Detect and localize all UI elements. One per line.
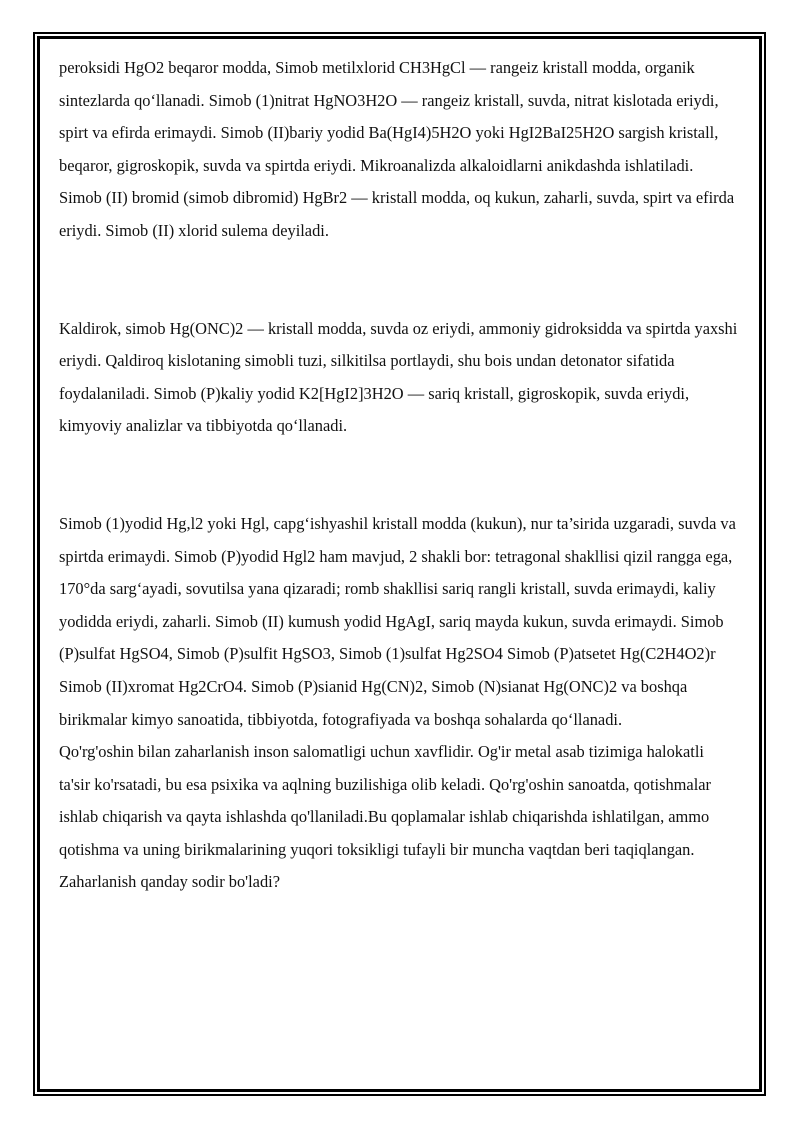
- paragraph-mercury-fulminate: Kaldirok, simob Hg(ONC)2 — kristall modda, suvda oz eriydi, ammoniy gidroksidda va spirtda yaxshi eriydi. Qaldiroq kislotaning simobli tuzi, silkitilsa portlaydi, shu bois undan detonator sifatida foydalaniladi. Simob (P)kaliy yodid K2[HgI2]3H2O — sariq kristall, gigroskopik, suvda eriydi, kimyoviy analizlar va tibbiyotda qo‘llanadi.: [59, 318, 738, 436]
- paragraph-question: Zaharlanish qanday sodir bo'ladi?: [59, 872, 280, 892]
- paragraph-lead-poisoning: Qo'rg'oshin bilan zaharlanish inson salomatligi uchun xavflidir. Og'ir metal asab tizimiga halokatli ta'sir ko'rsatadi, bu esa psixika va aqlning buzilishiga olib keladi. Qo'rg'oshin sanoatda, qotishmalar ishlab chiqarish va qayta ishlashda qo'llaniladi.Bu qoplamalar ishlab chiqarishda ishlatilgan, ammo qotishma va uning birikmalarining yuqori toksikligi tufayli bir muncha vaqtdan beri taqiqlangan.: [59, 742, 711, 859]
- paragraph-mercury-compounds-1: peroksidi HgO2 beqaror modda, Simob metilxlorid CH3HgCl — rangeiz kristall modda, organik sintezlarda qo‘llanadi. Simob (1)nitrat HgNO3H2O — rangeiz kristall, suvda, nitrat kislotada eriydi, spirt va efirda erimaydi. Simob (II)bariy yodid Ba(HgI4)5H2O yoki HgI2BaI25H2O sargish kristall, beqaror, gigroskopik, suvda va spirtda eriydi. Mikroanalizda alkaloidlarni anikdashda ishlatiladi. Simob (II) bromid (simob dibromid) HgBr2 — kristall modda, oq kukun, zaharli, suvda, spirt va efirda eriydi. Simob (II) xlorid sulema deyiladi.: [59, 58, 735, 240]
- document-body: [59, 52, 739, 899]
- paragraph-mercury-iodides: Simob (1)yodid Hg,l2 yoki Hgl, capg‘ishyashil kristall modda (kukun), nur ta’sirida uzgaradi, suvda va spirtda erimaydi. Simob (P)yodid Hgl2 ham mavjud, 2 shakli bor: tetragonal shakllisi qizil rangga ega, 170°da sarg‘ayadi, sovutilsa yana qizaradi; romb shakllisi sariq rangli kristall, suvda erimaydi, kaliy yodidda eriydi, zaharli. Simob (II) kumush yodid HgAgI, sariq mayda kukun, suvda erimaydi. Simob (P)sulfat HgSO4, Simob (P)sulfit HgSO3, Simob (1)sulfat Hg2SO4 Simob (P)atsetet Hg(C2H4O2)r Simob (II)xromat Hg2CrO4. Simob (P)sianid Hg(CN)2, Simob (N)sianat Hg(ONC)2 va boshqa birikmalar kimyo sanoatida, tibbiyotda, fotografiyada va boshqa sohalarda qo‘llanadi.: [59, 513, 736, 729]
- paragraph-spacer: [59, 443, 739, 508]
- paragraph-spacer: [59, 248, 739, 313]
